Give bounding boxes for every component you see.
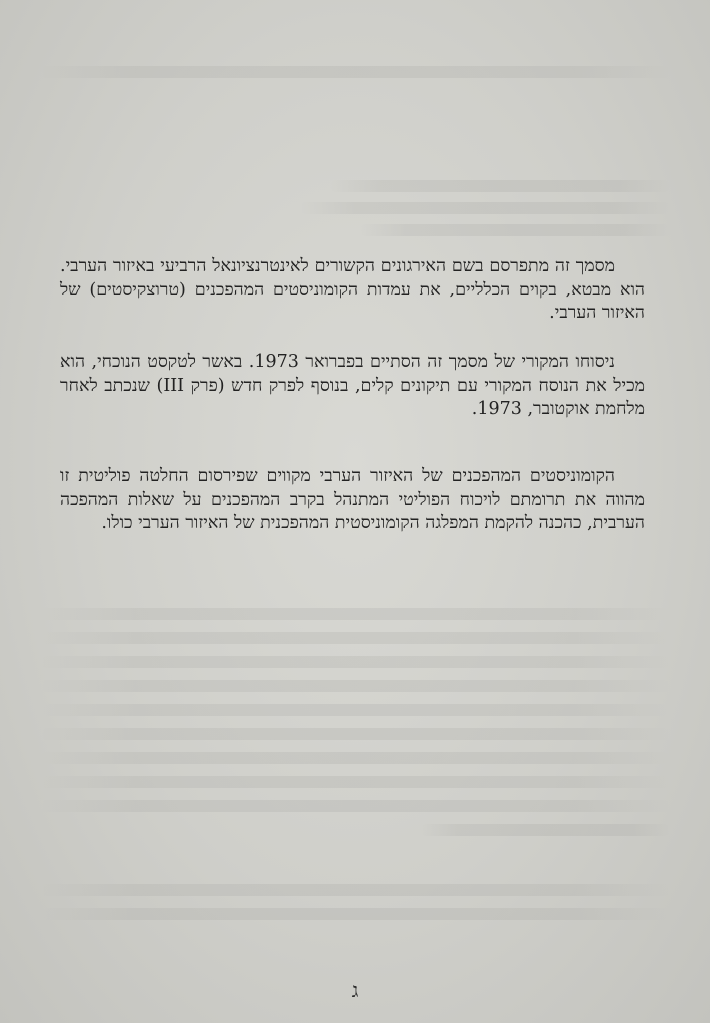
bleed-through-line xyxy=(40,776,670,788)
page-number: ג xyxy=(351,978,359,1002)
paragraph-version-note xyxy=(60,351,645,422)
bleed-through-line xyxy=(300,202,670,214)
paragraph-intro xyxy=(60,255,645,326)
bleed-through-line xyxy=(420,824,670,836)
bleed-through-line xyxy=(40,884,670,896)
bleed-through-line xyxy=(40,632,670,644)
bleed-through-line xyxy=(40,728,670,740)
paragraph-text: מסמך זה מתפרסם בשם האירגונים הקשורים לאינטרנציונאל הרביעי באיזור הערבי. הוא מבטא, בקוים הכלליים, את עמדות הקומוניסטים המהפכנים (טרוצקיסטים) של האיזור הערבי. xyxy=(60,256,645,323)
bleed-through-line xyxy=(40,656,670,668)
bleed-through-line xyxy=(40,800,670,812)
bleed-through-line xyxy=(40,680,670,692)
paragraph-text: הקומוניסטים המהפכנים של האיזור הערבי מקווים שפירסום החלטה פוליטית זו מהווה את תרומתם לויכוח הפוליטי המתנהל בקרב המהפכנים על שאלות המהפכה הערבית, כהכנה להקמת המפלגה הקומוניסטית המהפכנית של האיזור הערבי כולו. xyxy=(60,466,645,533)
bleed-through-line xyxy=(40,704,670,716)
bleed-through-line xyxy=(40,66,670,78)
bleed-through-line xyxy=(40,908,670,920)
paragraph-text: ניסוחו המקורי של מסמך זה הסתיים בפברואר 1973. באשר לטקסט הנוכחי, הוא מכיל את הנוסח המקורי עם תיקונים קלים, בנוסף לפרק חדש (פרק III) שנכתב לאחר מלחמת אוקטובר, 1973. xyxy=(60,352,645,419)
bleed-through-line xyxy=(330,180,670,192)
bleed-through-line xyxy=(360,224,670,236)
paragraph-purpose xyxy=(60,465,645,536)
bleed-through-line xyxy=(40,752,670,764)
bleed-through-line xyxy=(40,608,670,620)
